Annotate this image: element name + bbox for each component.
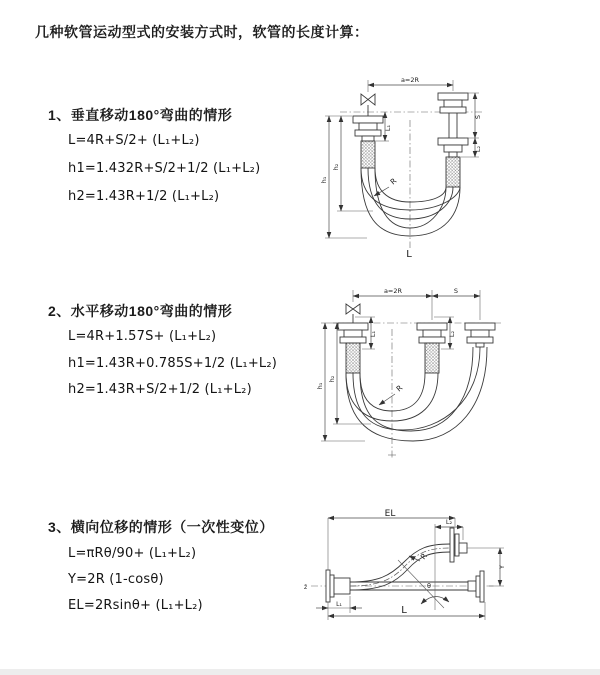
dim-label-el: EL xyxy=(384,509,396,519)
angle-label: θ xyxy=(427,582,431,590)
dim-label-l1: L₁ xyxy=(384,124,392,132)
lower-right-flange-assembly xyxy=(468,571,484,602)
section-3-heading: 3、横向位移的情形（一次性变位） xyxy=(48,519,274,535)
dim-label-l2: L₂ xyxy=(445,518,453,526)
dim-label-l1: L₁ xyxy=(336,601,342,608)
radius-label: R xyxy=(394,383,405,394)
valve-icon xyxy=(346,304,360,323)
left-pipe-assembly xyxy=(338,323,368,373)
valve-icon xyxy=(361,94,375,116)
dim-label-h1: h₁ xyxy=(320,176,328,184)
dimension-lines xyxy=(316,518,504,620)
diagram-horizontal-180-bend xyxy=(305,280,595,472)
dim-label-h1: h₁ xyxy=(316,382,324,390)
dim-label-width: a=2R xyxy=(400,76,420,84)
diagram-lateral-displacement xyxy=(298,500,600,658)
centerline-mark: z̄ xyxy=(304,584,308,591)
page-title: 几种软管运动型式的安装方式时，软管的长度计算： xyxy=(35,24,369,40)
section-2-formula-L: L=4R+1.57S+ (L₁+L₂) xyxy=(68,329,217,344)
section-2-heading: 2、水平移动180°弯曲的情形 xyxy=(48,303,233,319)
dim-label-width: a=2R xyxy=(383,287,403,295)
dim-label-l: L xyxy=(401,605,407,616)
dim-label-s: S xyxy=(474,114,482,120)
page-bottom-edge xyxy=(0,669,600,675)
section-1-formula-h2: h2=1.43R+1/2 (L₁+L₂) xyxy=(68,189,220,204)
radius-label: R xyxy=(418,551,429,562)
right-pipe-assembly xyxy=(465,323,495,347)
radius-label: R xyxy=(388,176,399,187)
hose-curves xyxy=(361,168,460,236)
section-2-formula-h1: h1=1.43R+0.785S+1/2 (L₁+L₂) xyxy=(68,356,278,371)
dim-label-h2: h₂ xyxy=(328,375,336,383)
dim-label-y: Y xyxy=(498,565,506,569)
dim-label-l2: L₂ xyxy=(474,145,482,153)
section-3-formula-Y: Y=2R (1-cosθ) xyxy=(68,572,164,587)
section-3-formula-L: L=πRθ/90+ (L₁+L₂) xyxy=(68,546,197,561)
section-3-formula-EL: EL=2Rsinθ+ (L₁+L₂) xyxy=(68,598,203,613)
middle-pipe-assembly xyxy=(417,323,447,373)
angle-construction xyxy=(398,524,449,610)
left-pipe-assembly xyxy=(353,116,383,168)
left-flange-assembly xyxy=(326,570,350,602)
dim-label-l2: L₂ xyxy=(448,330,456,338)
length-label: L xyxy=(406,249,412,260)
dim-label-h2: h₂ xyxy=(332,163,340,171)
dimension-lines xyxy=(321,290,480,441)
diagram-vertical-180-bend xyxy=(305,68,595,263)
dim-label-s: S xyxy=(453,287,459,295)
right-pipe-assembly xyxy=(438,93,468,187)
section-1-formula-L: L=4R+S/2+ (L₁+L₂) xyxy=(68,133,200,148)
hose-curves xyxy=(346,347,487,441)
section-2-formula-h2: h2=1.43R+S/2+1/2 (L₁+L₂) xyxy=(68,382,252,397)
upper-right-flange-assembly xyxy=(450,528,467,562)
dim-label-l1: L₁ xyxy=(369,330,377,338)
section-1-heading: 1、垂直移动180°弯曲的情形 xyxy=(48,107,233,123)
section-1-formula-h1: h1=1.432R+S/2+1/2 (L₁+L₂) xyxy=(68,161,261,176)
